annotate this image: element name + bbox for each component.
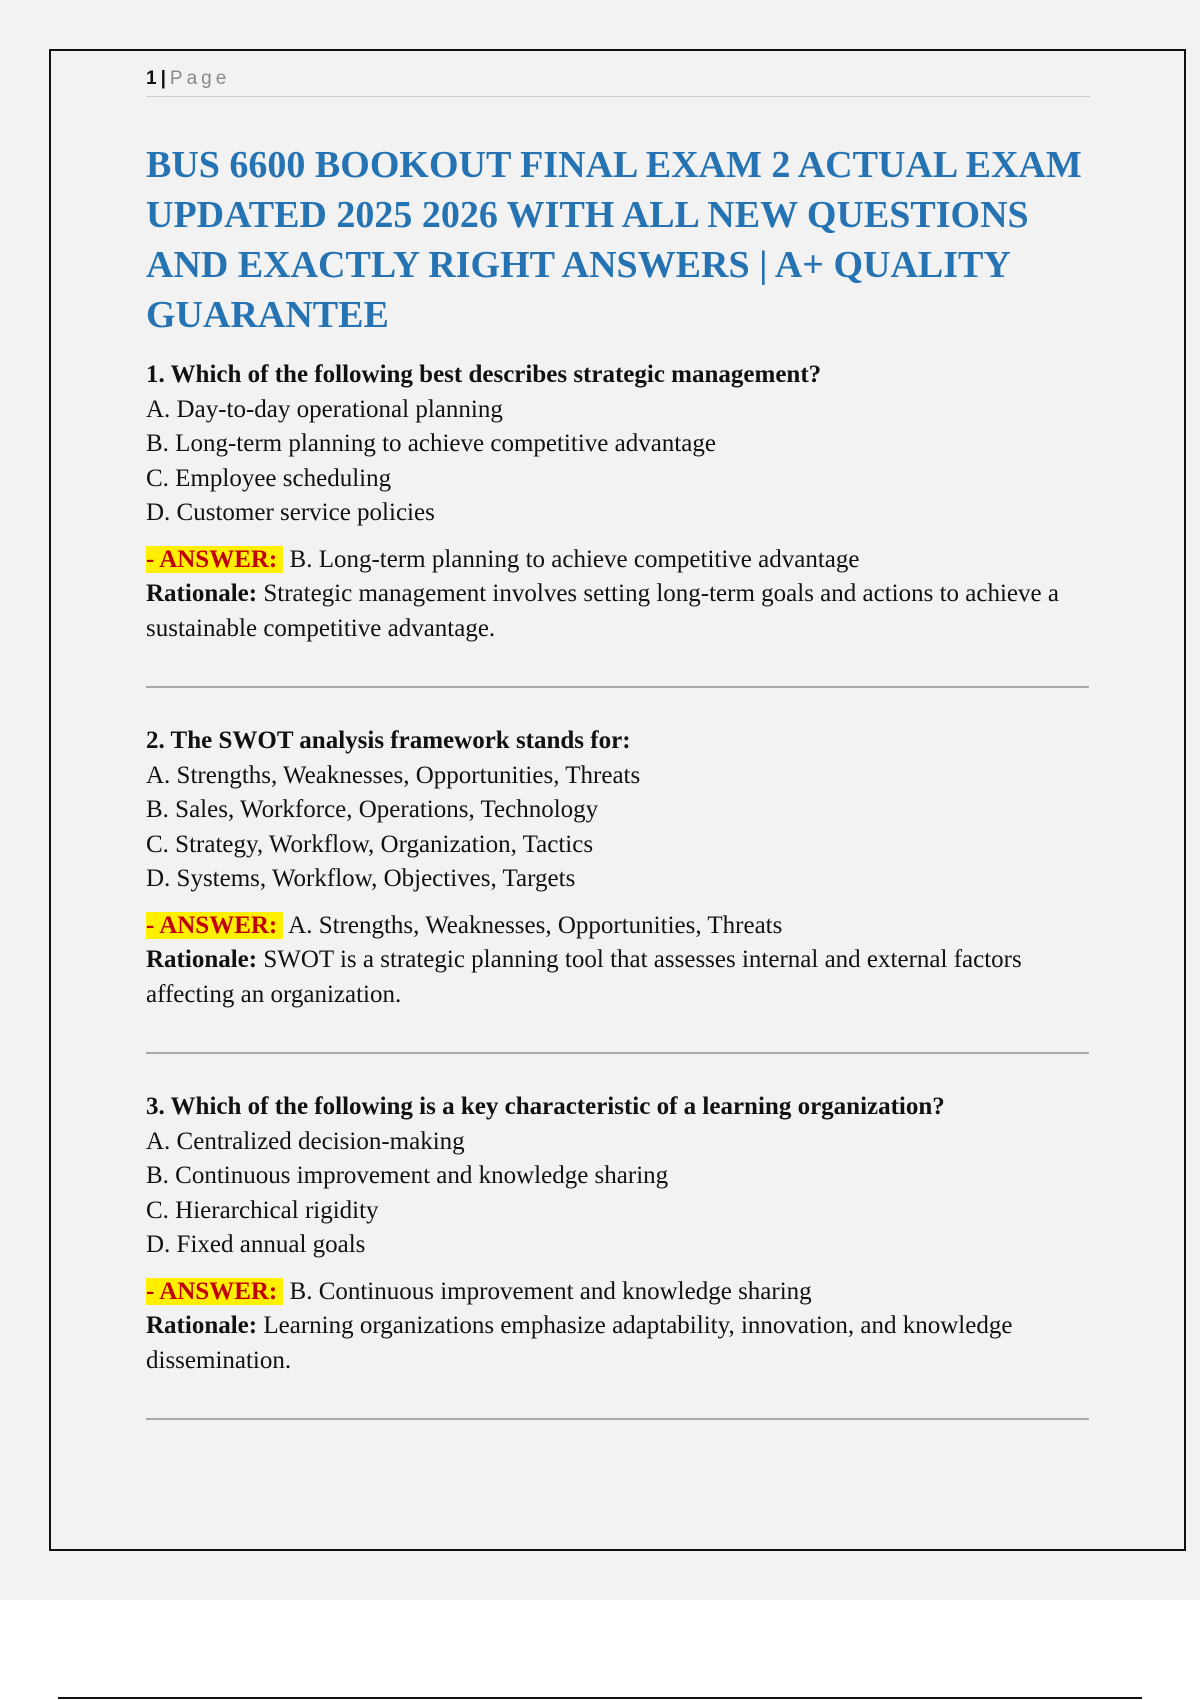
option-c: C. Employee scheduling [146,464,392,492]
page-number: 1 [146,68,157,89]
rationale-label: Rationale: [146,1312,258,1339]
question-block [146,724,1090,1012]
bottom-rule [58,1697,1142,1699]
option-b: B. Long-term planning to achieve competitive advantage [146,430,716,457]
document-title: BUS 6600 BOOKOUT FINAL EXAM 2 ACTUAL EXAM UPDATED 2025 2026 WITH ALL NEW QUESTIONS AND EXACTLY RIGHT ANSWERS | A+ QUALITY GUARANTEE [146,144,1082,336]
rationale [146,943,1090,1012]
question-divider [146,686,1089,688]
rationale-text: Strategic management involves setting long-term goals and actions to achieve a sustainable competitive advantage. [146,580,1059,642]
answer-line [146,1275,1090,1310]
option-c: C. Hierarchical rigidity [146,1196,379,1224]
answer-line [146,543,1090,578]
question-divider [146,1052,1089,1054]
option-a: A. Centralized decision-making [146,1127,465,1155]
question-block [146,358,1090,646]
answer-label: - ANSWER: [146,912,283,939]
option-d: D. Systems, Workflow, Objectives, Targets [146,865,576,892]
answer-line [146,909,1090,944]
answer-label: - ANSWER: [146,546,283,573]
option-d: D. Fixed annual goals [146,1231,366,1258]
option-c: C. Strategy, Workflow, Organization, Tactics [146,830,594,858]
page-separator: | [160,68,166,89]
question-block [146,1090,1090,1378]
answer-text: A. Strengths, Weaknesses, Opportunities, Threats [288,911,783,939]
page-header [146,68,1090,97]
answer-text: B. Long-term planning to achieve competitive advantage [289,545,860,573]
document-body [146,140,1090,1456]
rationale-label: Rationale: [146,580,258,607]
option-a: A. Strengths, Weaknesses, Opportunities, Threats [146,761,641,789]
rationale-text: SWOT is a strategic planning tool that assesses internal and external factors affecting an organization. [146,946,1022,1008]
answer-text: B. Continuous improvement and knowledge sharing [289,1277,812,1305]
question-text: 1. Which of the following best describes strategic management? [146,361,822,388]
rationale-label: Rationale: [146,946,258,973]
option-d: D. Customer service policies [146,499,435,526]
option-b: B. Sales, Workforce, Operations, Technology [146,796,599,823]
answer-label: - ANSWER: [146,1278,283,1305]
question-text: 3. Which of the following is a key characteristic of a learning organization? [146,1093,945,1120]
rationale [146,1309,1090,1378]
question-divider [146,1418,1089,1420]
option-b: B. Continuous improvement and knowledge sharing [146,1162,669,1189]
page-label: Page [169,68,231,89]
question-text: 2. The SWOT analysis framework stands for: [146,727,631,754]
option-a: A. Day-to-day operational planning [146,395,503,423]
rationale [146,577,1090,646]
rationale-text: Learning organizations emphasize adaptability, innovation, and knowledge dissemination. [146,1312,1013,1374]
